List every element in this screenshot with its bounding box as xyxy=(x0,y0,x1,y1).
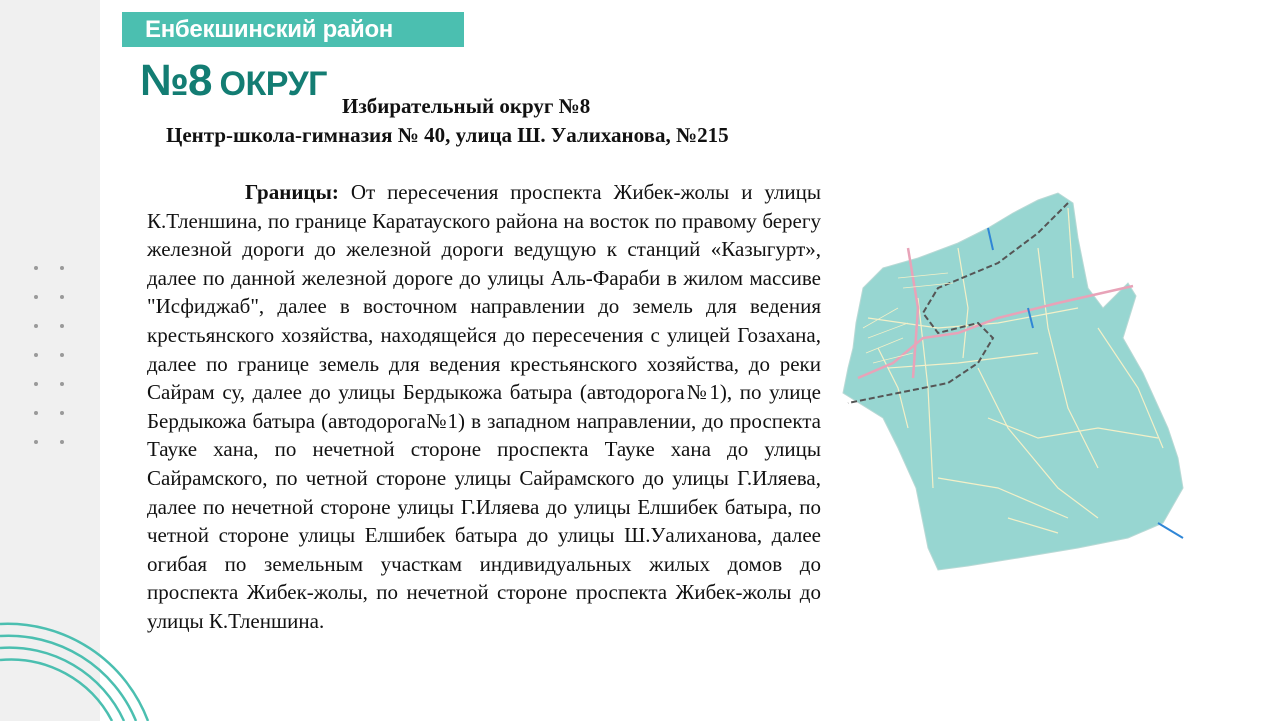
okrug-number: №8 xyxy=(140,56,212,105)
okrug-title xyxy=(140,56,327,106)
district-heading: Избирательный округ №8 xyxy=(342,94,591,118)
center-heading: Центр-школа-гимназия № 40, улица Ш. Уалиханова, №215 xyxy=(166,123,729,147)
map-area xyxy=(843,193,1183,570)
borders-label: Границы: xyxy=(245,180,339,204)
district-banner: Енбекшинский район xyxy=(122,12,464,47)
borders-paragraph xyxy=(147,178,821,636)
district-map xyxy=(838,188,1275,578)
okrug-word: ОКРУГ xyxy=(219,65,327,103)
borders-text: От пересечения проспекта Жибек-жолы и улицы К.Тленшина, по границе Каратауского района на восток по правому берегу железной дороги до железной дороги ведущую к станций «Казыгурт», далее по данной железной дороге до улицы Аль-Фараби в жилом массиве "Исфиджаб", далее в восточном направлении до земель для ведения крестьянского хозяйства, находящейся до пересечения с улицей Гозахана, далее по границе земель для ведения крестьянского хозяйства, до реки Сайрам су, далее до улицы Бердыкожа батыра (автодорога№1), по улице Бердыкожа батыра (автодорога№1) в западном направлении, до проспекта Тауке хана, по нечетной стороне проспекта Тауке хана до улицы Сайрамского, по четной стороне улицы Сайрамского до улицы Г.Иляева, далее по нечетной стороне улицы Г.Иляева до улицы Елшибек батыра, по четной стороне улицы Елшибек батыра до улицы Ш.Уалиханова, далее огибая по земельным участкам индивидуальных жилых домов до проспекта Жибек-жолы, по нечетной стороне проспекта Жибек-жолы до улицы К.Тленшина. xyxy=(147,180,821,633)
